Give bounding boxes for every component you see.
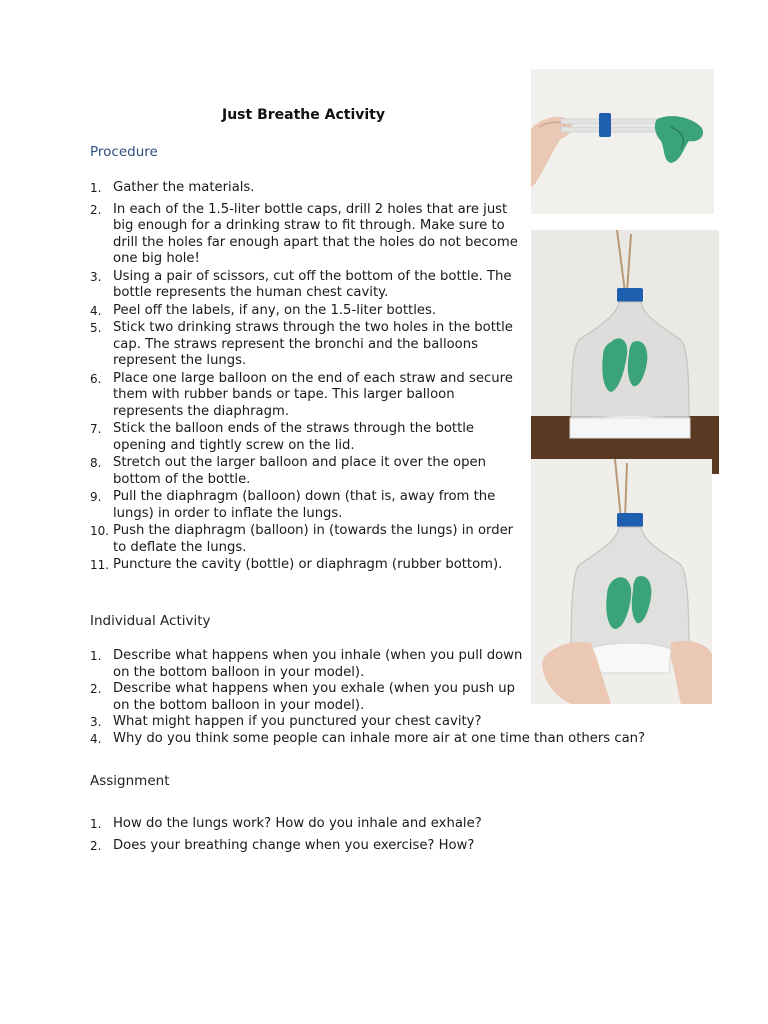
item-number: 6. <box>90 371 102 386</box>
item-text: Pull the diaphragm (balloon) down (that is, away from the lungs) in order to inflate the lungs. <box>113 489 496 521</box>
list-item <box>90 371 520 421</box>
item-text: How do the lungs work? How do you inhale and exhale? <box>113 816 482 831</box>
item-number: 2. <box>90 682 102 696</box>
list-item <box>90 421 520 454</box>
item-text: Push the diaphragm (balloon) in (towards the lungs) in order to deflate the lungs. <box>113 523 514 555</box>
item-number: 7. <box>90 422 102 436</box>
item-number: 1. <box>90 817 102 831</box>
photo-bottle-svg <box>531 230 719 474</box>
list-item <box>90 714 690 731</box>
item-number: 4. <box>90 731 102 746</box>
item-number: 4. <box>90 303 102 318</box>
assignment-heading: Assignment <box>90 773 170 789</box>
list-item <box>90 180 520 197</box>
item-number: 2. <box>90 838 102 853</box>
list-item <box>90 523 520 556</box>
list-item <box>90 648 533 681</box>
item-number: 8. <box>90 456 102 470</box>
photo-hands-svg <box>531 459 712 704</box>
item-number: 3. <box>90 715 102 729</box>
photo-straws-balloons <box>531 69 714 214</box>
list-item <box>90 455 520 488</box>
assignment-list <box>90 816 690 859</box>
item-text: Gather the materials. <box>113 180 255 195</box>
list-item <box>90 320 520 370</box>
photo-straws-svg <box>531 69 714 214</box>
procedure-list <box>90 180 520 575</box>
photo-hands-diaphragm <box>531 459 712 704</box>
list-item <box>90 269 520 302</box>
item-number: 3. <box>90 269 102 284</box>
item-text: Describe what happens when you inhale (when you pull down on the bottom balloon in your model). <box>113 648 523 680</box>
photo-bottle-model <box>531 230 719 474</box>
item-text: Puncture the cavity (bottle) or diaphragm (rubber bottom). <box>113 557 503 572</box>
item-text: Place one large balloon on the end of each straw and secure them with rubber bands or tape. This larger balloon represents the diaphragm. <box>113 370 513 419</box>
item-number: 5. <box>90 321 102 335</box>
item-text: Does your breathing change when you exercise? How? <box>113 837 475 853</box>
list-item <box>90 816 690 833</box>
procedure-heading: Procedure <box>90 144 158 160</box>
item-text: Stick two drinking straws through the two holes in the bottle cap. The straws represent the bronchi and the balloons represent the lungs. <box>113 320 513 368</box>
individual-activity-heading: Individual Activity <box>90 613 211 629</box>
list-item <box>90 557 520 574</box>
item-number: 1. <box>90 649 102 663</box>
item-text: Stick the balloon ends of the straws through the bottle opening and tightly screw on the lid. <box>113 421 475 453</box>
list-item <box>90 731 690 748</box>
list-item <box>90 838 690 855</box>
list-item <box>90 202 520 268</box>
item-text: What might happen if you punctured your chest cavity? <box>113 714 482 729</box>
document-title: Just Breathe Activity <box>222 107 385 123</box>
item-text: Stretch out the larger balloon and place it over the open bottom of the bottle. <box>113 455 486 487</box>
list-item <box>90 489 520 522</box>
item-number: 9. <box>90 490 102 504</box>
item-text: Peel off the labels, if any, on the 1.5-liter bottles. <box>113 302 437 318</box>
item-text: Why do you think some people can inhale more air at one time than others can? <box>113 730 646 746</box>
item-text: In each of the 1.5-liter bottle caps, drill 2 holes that are just big enough for a drinking straw to fit through. Make sure to drill the holes far enough apart that the holes do not become one big hole! <box>113 201 518 266</box>
item-number: 11. <box>90 558 110 572</box>
list-item <box>90 681 533 714</box>
item-number: 1. <box>90 181 102 195</box>
item-text: Using a pair of scissors, cut off the bottom of the bottle. The bottle represents the human chest cavity. <box>113 268 512 300</box>
item-number: 10. <box>90 524 110 538</box>
item-text: Describe what happens when you exhale (when you push up on the bottom balloon in your model). <box>113 681 516 713</box>
item-number: 2. <box>90 202 102 217</box>
list-item <box>90 303 520 320</box>
